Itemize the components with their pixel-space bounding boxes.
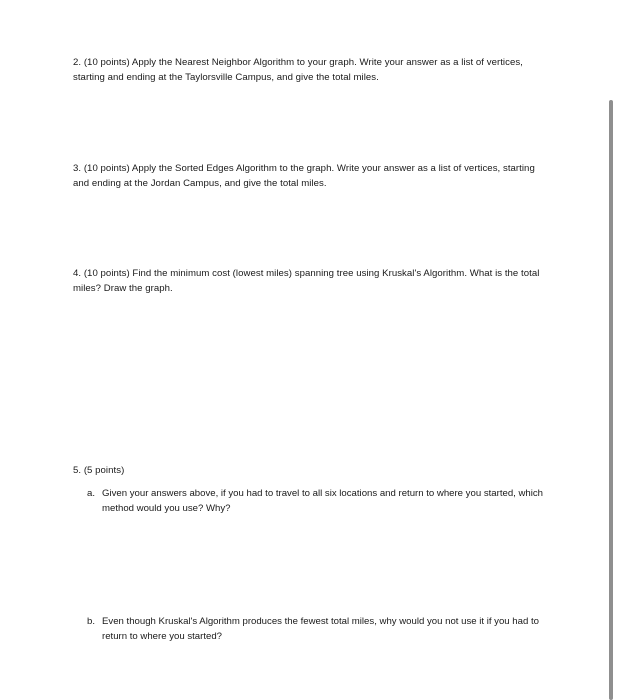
question-5a — [87, 486, 557, 516]
question-5-heading: 5. (5 points) — [73, 465, 125, 476]
question-5b-text: Even though Kruskal's Algorithm produces the fewest total miles, why would you not use it if you had to return to where you started? — [102, 616, 539, 642]
question-5a-text: Given your answers above, if you had to travel to all six locations and return to where you started, which method would you use? Why? — [102, 488, 544, 514]
question-5b — [87, 614, 557, 644]
question-5b-marker: b. — [87, 616, 96, 627]
vertical-scrollbar-thumb[interactable] — [609, 100, 613, 700]
question-2: 2. (10 points) Apply the Nearest Neighbor Algorithm to your graph. Write your answer as a list of vertices, starting and ending at the Taylorsville Campus, and give the total miles. — [73, 57, 523, 83]
question-4: 4. (10 points) Find the minimum cost (lowest miles) spanning tree using Kruskal's Algorithm. What is the total miles? Draw the graph. — [73, 268, 540, 294]
question-3: 3. (10 points) Apply the Sorted Edges Algorithm to the graph. Write your answer as a list of vertices, starting and ending at the Jordan Campus, and give the total miles. — [73, 163, 535, 189]
question-5a-marker: a. — [87, 488, 96, 499]
